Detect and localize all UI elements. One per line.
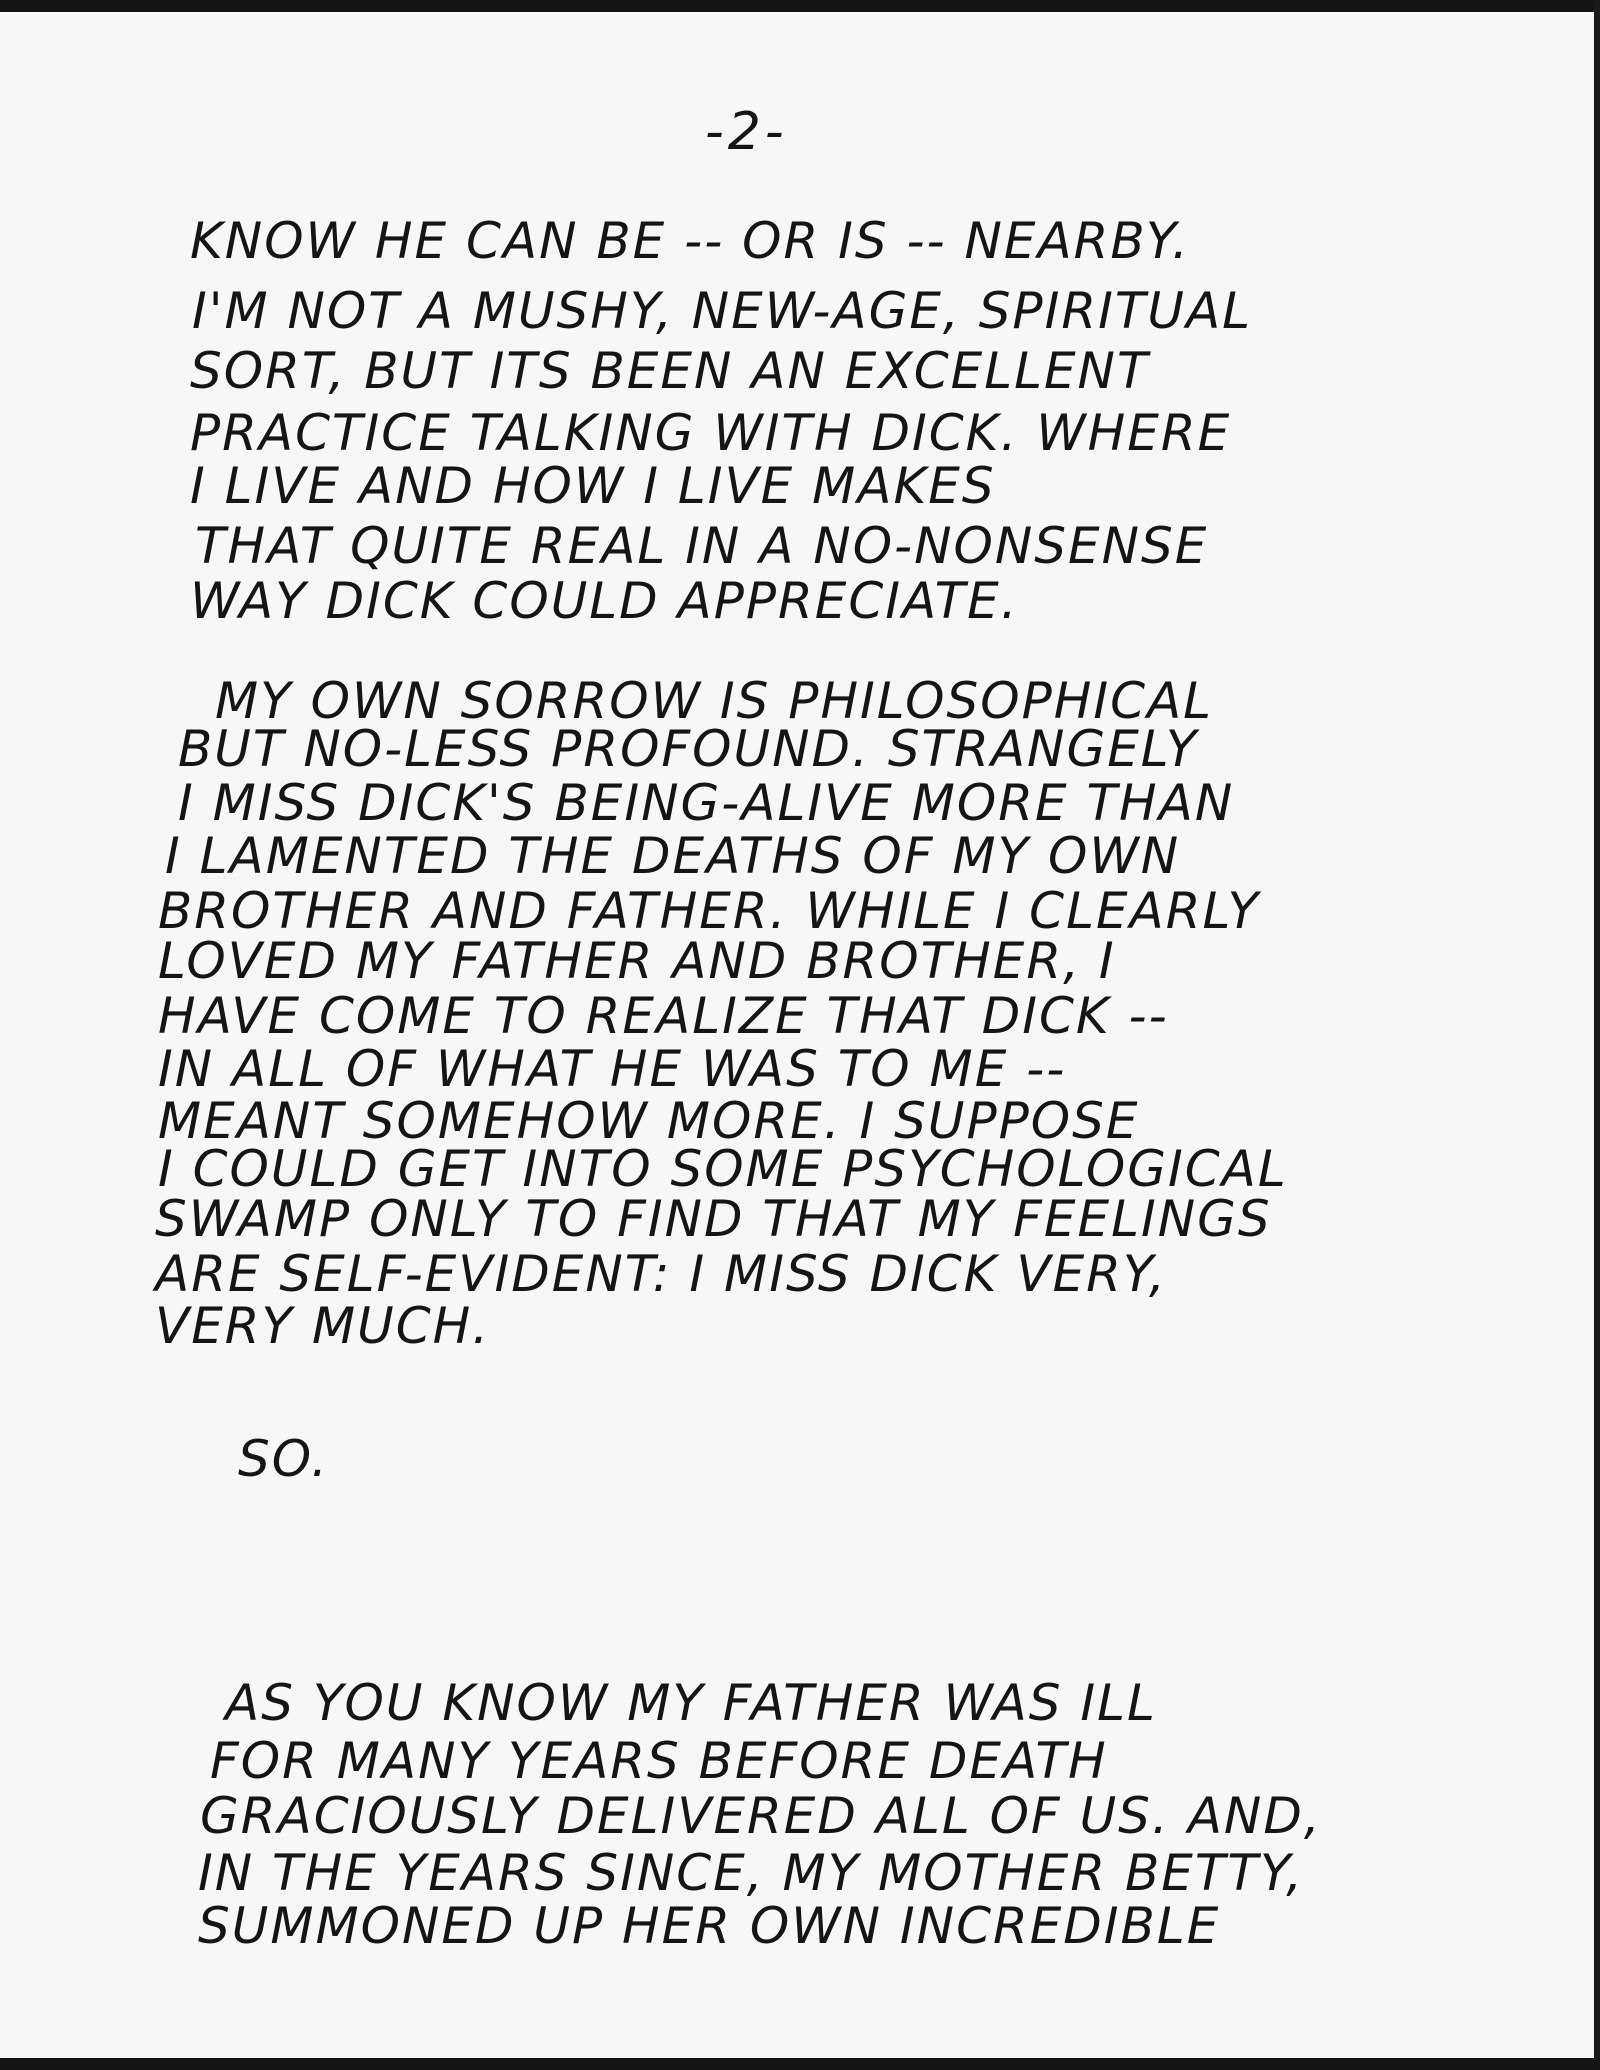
scan-border-top [0,0,1600,12]
handwritten-line: AS YOU KNOW MY FATHER WAS ILL [225,1674,1157,1732]
handwritten-line: MY OWN SORROW IS PHILOSOPHICAL [215,672,1214,730]
handwritten-line: SO. [238,1430,329,1488]
handwritten-line: I LAMENTED THE DEATHS OF MY OWN [165,827,1181,885]
handwritten-line: I MISS DICK'S BEING-ALIVE MORE THAN [178,774,1235,832]
handwritten-line: BROTHER AND FATHER. WHILE I CLEARLY [158,882,1261,940]
handwritten-line: I COULD GET INTO SOME PSYCHOLOGICAL [158,1140,1288,1198]
handwritten-line: HAVE COME TO REALIZE THAT DICK -- [158,987,1169,1045]
handwritten-line: PRACTICE TALKING WITH DICK. WHERE [190,404,1232,462]
handwritten-line: I'M NOT A MUSHY, NEW-AGE, SPIRITUAL [192,282,1253,340]
handwritten-line: FOR MANY YEARS BEFORE DEATH [210,1732,1108,1790]
handwritten-line: IN ALL OF WHAT HE WAS TO ME -- [158,1040,1067,1098]
handwritten-line: SWAMP ONLY TO FIND THAT MY FEELINGS [155,1190,1272,1248]
handwritten-line: IN THE YEARS SINCE, MY MOTHER BETTY, [198,1844,1304,1902]
handwritten-line: SORT, BUT ITS BEEN AN EXCELLENT [190,342,1150,400]
handwritten-line: ARE SELF-EVIDENT: I MISS DICK VERY, [155,1245,1167,1303]
handwritten-line: MEANT SOMEHOW MORE. I SUPPOSE [158,1092,1140,1150]
handwritten-line: WAY DICK COULD APPRECIATE. [190,572,1019,630]
handwritten-line: VERY MUCH. [155,1297,491,1355]
handwritten-line: LOVED MY FATHER AND BROTHER, I [158,932,1116,990]
letter-page [0,12,1594,2058]
page-number: -2- [705,102,788,162]
handwritten-line: BUT NO-LESS PROFOUND. STRANGELY [178,720,1199,778]
handwritten-line: I LIVE AND HOW I LIVE MAKES [190,457,996,515]
handwritten-line: THAT QUITE REAL IN A NO-NONSENSE [195,517,1209,575]
scan-border-right [1594,0,1600,2070]
scan-border-bottom [0,2058,1600,2070]
handwritten-line: GRACIOUSLY DELIVERED ALL OF US. AND, [200,1787,1322,1845]
handwritten-line: SUMMONED UP HER OWN INCREDIBLE [198,1897,1221,1955]
handwritten-line: KNOW HE CAN BE -- OR IS -- NEARBY. [190,212,1190,270]
